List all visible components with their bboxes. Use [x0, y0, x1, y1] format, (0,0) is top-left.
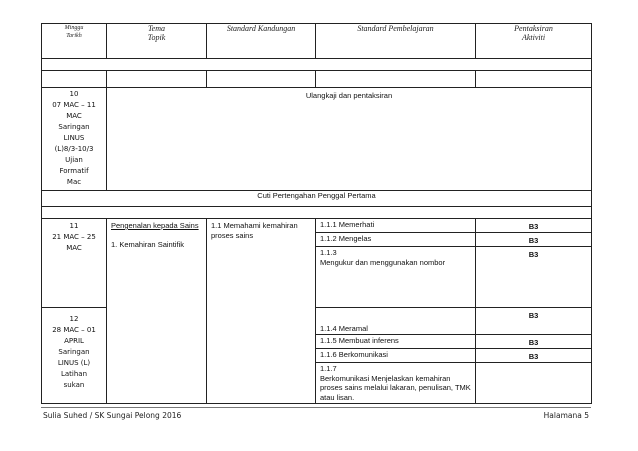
tema-topik-cell: [107, 219, 207, 404]
standard-kandungan-cell: 1.1 Memahami kemahiran proses sains: [207, 219, 316, 404]
score-1-1-2: B3: [476, 233, 592, 247]
footer-author: Sulia Suhed / SK Sungai Pelong 2016: [43, 411, 182, 420]
sp-1-1-5: 1.1.5 Membuat inferens: [316, 335, 476, 349]
sp-1-1-7: 1.1.7 Berkomunikasi Menjelaskan kemahiran proses sains melalui lakaran, penulisan, TMK atau lisan.: [316, 363, 476, 404]
header-minggu-tarikh: Minggu Tarikh: [42, 24, 107, 59]
sp-1-1-2: 1.1.2 Mengelas: [316, 233, 476, 247]
header-standard-pembelajaran: Standard Pembelajaran: [316, 24, 476, 59]
score-1-1-5: B3: [476, 335, 592, 349]
week11-row-1: [42, 219, 592, 233]
score-1-1-3: B3: [476, 247, 592, 308]
spacer-row: [42, 59, 592, 71]
week10-date-cell: 10 07 MAC – 11 MAC Saringan LINUS (L)8/3-10/3 Ujian Formatif Mac: [42, 88, 107, 191]
week12-date-cell: 12 28 MAC – 01 APRIL Saringan LINUS (L) Latihan sukan: [42, 308, 107, 404]
week10-activity: Ulangkaji dan pentaksiran: [107, 88, 592, 191]
tema-topik-title: Pengenalan kepada Sains: [111, 221, 199, 230]
sub-topic: 1. Kemahiran Saintifik: [111, 239, 184, 249]
holiday-label: Cuti Pertengahan Penggal Pertama: [42, 191, 592, 207]
sp-1-1-6: 1.1.6 Berkomunikasi: [316, 349, 476, 363]
lesson-plan-table: [41, 23, 592, 404]
score-1-1-4: B3: [476, 308, 592, 335]
table-header-row: [42, 24, 592, 59]
score-1-1-1: B3: [476, 219, 592, 233]
page-footer: [41, 407, 591, 420]
empty-row: [42, 71, 592, 88]
footer-page-number: Halamana 5: [543, 411, 589, 420]
sp-1-1-3: 1.1.3 Mengukur dan menggunakan nombor: [316, 247, 476, 308]
score-1-1-6: B3: [476, 349, 592, 363]
header-tema-topik: Tema Topik: [107, 24, 207, 59]
sp-1-1-4: 1.1.4 Meramal: [316, 308, 476, 335]
holiday-row: [42, 191, 592, 207]
header-pentaksiran-aktiviti: Pentaksiran Aktiviti: [476, 24, 592, 59]
spacer-row-2: [42, 207, 592, 219]
header-standard-kandungan: Standard Kandungan: [207, 24, 316, 59]
score-1-1-7: [476, 363, 592, 404]
week10-row: [42, 88, 592, 191]
week11-date-cell: 11 21 MAC – 25 MAC: [42, 219, 107, 308]
sp-1-1-1: 1.1.1 Memerhati: [316, 219, 476, 233]
